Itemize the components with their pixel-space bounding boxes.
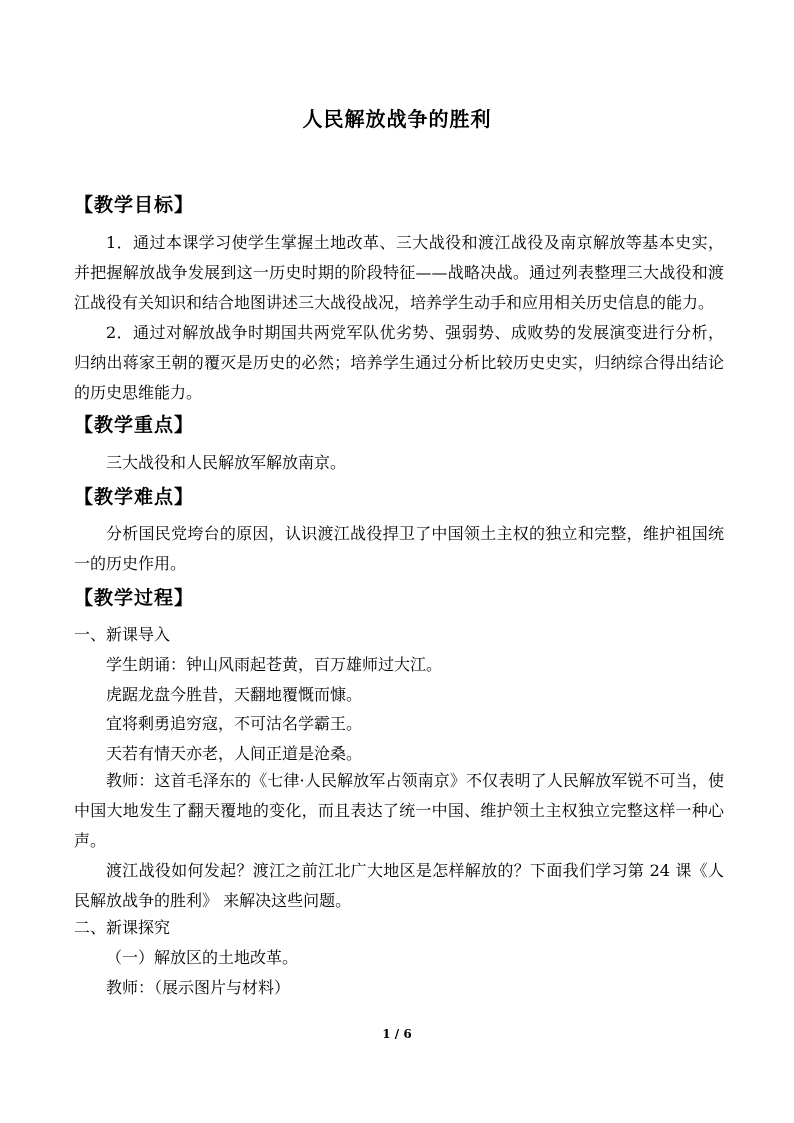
key-paragraph: 三大战役和人民解放军解放南京。 bbox=[106, 453, 347, 472]
heading-teaching-difficult: 【教学难点】 bbox=[74, 486, 195, 508]
teacher-line-3: 教师：（展示图片与材料） bbox=[106, 978, 291, 997]
teacher-paragraph-1: 教师：这首毛泽东的《七律·人民解放军占领南京》不仅表明了人民解放军锐不可当，使中国大地发生了翻天覆地的变化，而且表达了统一中国、维护领土主权独立完整这样一种心声。 bbox=[74, 771, 724, 850]
document-title: 人民解放战争的胜利 bbox=[302, 107, 492, 131]
subheading-land-reform: （一）解放区的土地改革。 bbox=[106, 948, 299, 967]
goals-paragraph-2: 2．通过对解放战争时期国共两党军队优劣势、强弱势、成败势的发展演变进行分析，归纳出蒋家王朝的覆灭是历史的必然；培养学生通过分析比较历史史实，归纳综合得出结论的历史思维能力。 bbox=[74, 323, 724, 402]
heading-teaching-key: 【教学重点】 bbox=[74, 414, 195, 436]
heading-teaching-process: 【教学过程】 bbox=[74, 587, 195, 609]
difficult-paragraph: 分析国民党垮台的原因，认识渡江战役捍卫了中国领土主权的独立和完整，维护祖国统一的历史作用。 bbox=[74, 524, 724, 573]
poem-line-2: 虎踞龙盘今胜昔，天翻地覆慨而慷。 bbox=[106, 685, 363, 704]
page-number: 1 / 6 bbox=[382, 1027, 412, 1041]
goals-paragraph-1: 1．通过本课学习使学生掌握土地改革、三大战役和渡江战役及南京解放等基本史实，并把握解放战争发展到这一历史时期的阶段特征——战略决战。通过列表整理三大战役和渡江战役有关知识和结合地图讲述三大战役战况，培养学生动手和应用相关历史信息的能力。 bbox=[74, 233, 724, 312]
poem-line-3: 宜将剩勇追穷寇，不可沽名学霸王。 bbox=[106, 714, 363, 733]
heading-teaching-goals: 【教学目标】 bbox=[74, 194, 195, 216]
subheading-explore: 二、新课探究 bbox=[74, 918, 171, 937]
teacher-paragraph-2: 渡江战役如何发起？渡江之前江北广大地区是怎样解放的？下面我们学习第 24 课《人民解放战争的胜利》 来解决这些问题。 bbox=[74, 861, 724, 910]
poem-line-1: 学生朗诵：钟山风雨起苍黄，百万雄师过大江。 bbox=[106, 655, 443, 674]
poem-line-4: 天若有情天亦老，人间正道是沧桑。 bbox=[106, 744, 363, 763]
subheading-intro: 一、新课导入 bbox=[74, 625, 171, 644]
